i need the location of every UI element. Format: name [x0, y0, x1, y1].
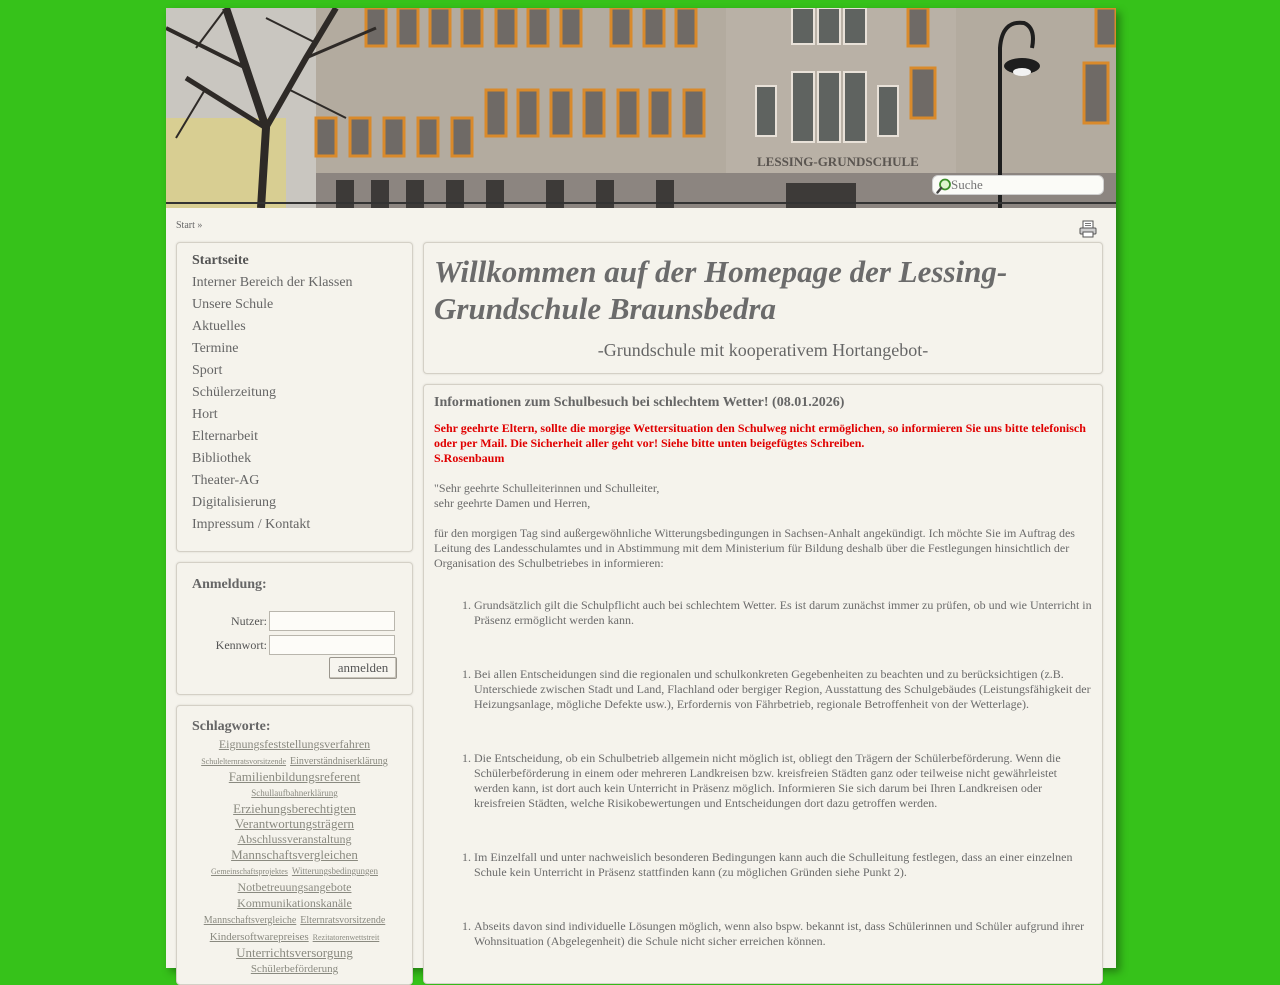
search-box[interactable]: [932, 175, 1104, 195]
nav-item-impressum[interactable]: Impressum / Kontakt: [192, 517, 311, 532]
alert-signature: S.Rosenbaum: [434, 451, 505, 465]
list-item: 1. Grundsätzlich gilt die Schulpflicht auch bei schlechtem Wetter. Es ist darum zunächst immer zu prüfen, ob und wie Unterricht in Präsenz ermöglicht werden kann.: [474, 598, 1094, 628]
tag-link[interactable]: Rezitatorenwettstreit: [312, 933, 380, 942]
nav-item-termine[interactable]: Termine: [192, 341, 239, 356]
tag-link[interactable]: Abschlussveranstaltung: [237, 832, 352, 846]
tag-link[interactable]: Notbetreuungsangebote: [237, 880, 352, 894]
alert-text: Sehr geehrte Eltern, sollte die morgige Wettersituation den Schulweg nicht ermöglichen, so informieren Sie uns bitte telefonisch oder per Mail. Die Sicherheit aller geht vor! Siehe bitte unten beigefügtes Schreiben.: [434, 421, 1086, 450]
tag-link[interactable]: Elternratsvorsitzende: [300, 915, 386, 926]
header-banner: [166, 8, 1116, 208]
tag-link[interactable]: Verantwortungsträgern: [234, 816, 355, 831]
search-input[interactable]: [951, 176, 1101, 194]
print-icon[interactable]: [1079, 220, 1097, 238]
tag-link[interactable]: Mannschaftsvergleiche: [203, 915, 297, 926]
tag-link[interactable]: Kindersoftwarepreises: [209, 931, 309, 943]
tag-cloud-panel: [176, 705, 413, 985]
password-input[interactable]: [269, 635, 395, 655]
nav-item-schuelerzeitung[interactable]: Schülerzeitung: [192, 385, 276, 400]
password-label: Kennwort:: [215, 638, 267, 652]
nav-item-hort[interactable]: Hort: [192, 407, 218, 422]
tag-link[interactable]: Schülerbeförderung: [250, 963, 339, 975]
salutation-line-1: "Sehr geehrte Schulleiterinnen und Schulleiter,: [434, 481, 660, 495]
tag-link[interactable]: Kommunikationskanäle: [237, 896, 352, 910]
list-item: 1. Abseits davon sind individuelle Lösungen möglich, wenn also bspw. bekannt ist, dass Schülerinnen und Schüler aufgrund ihrer Wohnsituation (Abgelegenheit) die Schule nicht sicher erreichen können.: [474, 919, 1094, 949]
tag-link[interactable]: Schullaufbahnerklärung: [251, 788, 338, 798]
alert-message: [434, 421, 1094, 466]
nav-item-elternarbeit[interactable]: Elternarbeit: [192, 429, 259, 444]
tag-link[interactable]: Gemeinschaftsprojektes: [211, 867, 288, 876]
point-list: [434, 751, 1094, 811]
list-item: 1. Bei allen Entscheidungen sind die regionalen und schulkonkreten Gegebenheiten zu beachten und zu berücksichtigen (z.B. Unterschiede zwischen Stadt und Land, Flachland oder bergiger Region, Ausstattung des Schulgebäudes (Leistungsfähigkeit der Heizungsanlage, mögliche Defekte usw.), Erfordernis von Fährbetrieb, regionale Betroffenheit von der Wetterlage).: [474, 667, 1094, 712]
navigation-menu: [176, 242, 413, 552]
nav-item-aktuelles[interactable]: Aktuelles: [192, 319, 246, 334]
search-icon: [936, 178, 952, 194]
user-label: Nutzer:: [231, 614, 267, 628]
tag-link[interactable]: Witterungsbedingungen: [291, 866, 378, 876]
page-title: Willkommen auf der Homepage der Lessing-Grundschule Braunsbedra: [434, 254, 1008, 326]
tag-cloud: [187, 736, 402, 977]
tag-link[interactable]: Familienbildungsreferent: [228, 769, 361, 784]
tag-link[interactable]: Erziehungsberechtigten: [233, 801, 356, 816]
login-title: Anmeldung:: [192, 577, 267, 592]
salutation-line-2: sehr geehrte Damen und Herren,: [434, 496, 591, 510]
tag-link[interactable]: Mannschaftsvergleichen: [231, 847, 358, 862]
building-sign: LESSING-GRUNDSCHULE: [757, 154, 919, 169]
login-button[interactable]: anmelden: [329, 657, 397, 679]
username-input[interactable]: [269, 611, 395, 631]
nav-item-unsere-schule[interactable]: Unsere Schule: [192, 297, 274, 312]
welcome-panel: [423, 242, 1103, 374]
point-list: [434, 598, 1094, 628]
tag-link[interactable]: Eignungsfeststellungsverfahren: [218, 737, 371, 751]
nav-item-startseite[interactable]: Startseite: [192, 253, 249, 268]
tag-link[interactable]: Unterrichtsversorgung: [236, 945, 353, 960]
nav-item-interner-bereich[interactable]: Interner Bereich der Klassen: [192, 275, 353, 290]
nav-item-bibliothek[interactable]: Bibliothek: [192, 451, 252, 466]
nav-item-sport[interactable]: Sport: [192, 363, 223, 378]
article-panel: [423, 384, 1103, 984]
article-title: Informationen zum Schulbesuch bei schlechtem Wetter! (08.01.2026): [434, 395, 845, 410]
point-list: [434, 919, 1094, 949]
point-list: [434, 667, 1094, 712]
nav-item-digitalisierung[interactable]: Digitalisierung: [192, 495, 276, 510]
list-item: 1. Im Einzelfall und unter nachweislich besonderen Bedingungen kann auch die Schulleitung festlegen, dass an einer einzelnen Schule kein Unterricht in Präsenz stattfinden kann (zu möglichen Gründen siehe Punkt 2).: [474, 850, 1094, 880]
tag-link[interactable]: Schulelternratsvorsitzende: [201, 757, 287, 766]
article-content: [434, 394, 1094, 949]
tags-title: Schlagworte:: [192, 719, 271, 734]
page-container: [166, 8, 1116, 975]
intro-paragraph: für den morgigen Tag sind außergewöhnliche Witterungsbedingungen in Sachsen-Anhalt angekündigt. Ich möchte Sie im Auftrag des Leitung des Landesschulamtes und in Abstimmung mit dem Ministerium für Bildung deshalb über die Festlegungen hinsichtlich der Organisation des Schulbetriebes in informieren:: [434, 526, 1075, 570]
nav-list: [192, 250, 353, 536]
tag-link[interactable]: Einverständniserklärung: [290, 756, 388, 767]
page-subtitle: -Grundschule mit kooperativem Hortangebot-: [597, 340, 929, 360]
list-item: 1. Die Entscheidung, ob ein Schulbetrieb allgemein nicht möglich ist, obliegt den Trägern der Schülerbeförderung. Wenn die Schülerbeförderung in einem oder mehreren Landkreisen bzw. kreisfreien Städten ganz oder teilweise nicht gewährleistet werden kann, ist dort auch kein Unterricht in Präsenz möglich. Informieren Sie sich darum bei Ihren Landkreisen oder kreisfreien Städten, welche Risikobewertungen und Entscheidungen dort dazu getroffen werden.: [474, 751, 1094, 811]
login-panel: [176, 562, 413, 695]
breadcrumb[interactable]: Start »: [176, 220, 203, 231]
nav-item-theater-ag[interactable]: Theater-AG: [192, 473, 260, 488]
point-list: [434, 850, 1094, 880]
